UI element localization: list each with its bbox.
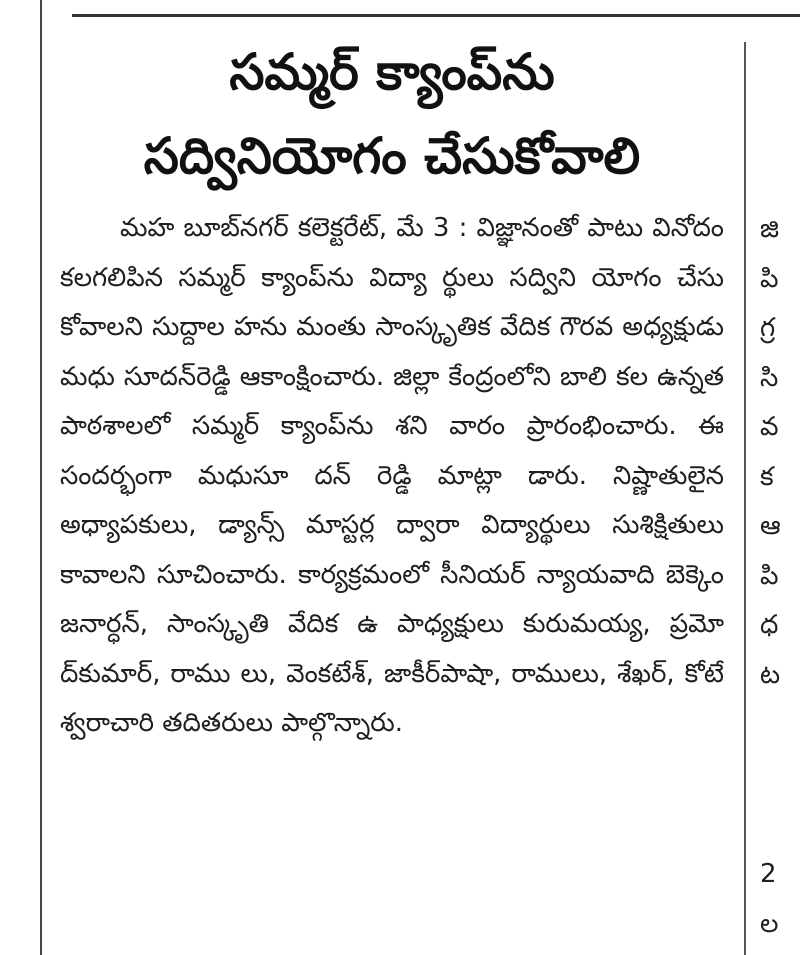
fragment-text: ల [760,908,779,939]
news-article [60,30,724,749]
headline-line-2: సద్వినియోగం చేసుకోవాలి [143,127,641,185]
article-body: మహ బూబ్‌నగర్ కలెక్టరేట్, మే 3 : విజ్ఞానంతో పాటు వినోదం కలగలిపిన సమ్మర్ క్యాంప్‌ను విద్యా ర్థులు సద్విని యోగం చేసు కోవాలని సుద్దాల హను మంతు సాంస్కృతిక వేదిక గౌరవ అధ్యక్షుడు మధు సూదన్‌రెడ్డి ఆకాంక్షించారు. జిల్లా కేంద్రంలోని బాలి కల ఉన్నత పాఠశాలలో సమ్మర్ క్యాంప్‌ను శని వారం ప్రారంభించారు. ఈ సందర్భంగా మధుసూ దన్ రెడ్డి మాట్లా డారు. నిష్ణాతులైన అధ్యాపకులు, డ్యాన్స్ మాస్టర్ల ద్వారా విద్యార్థులు సుశిక్షితులు కావాలని సూచించారు. కార్యక్రమంలో సీనియర్ న్యాయవాది బెక్కెం జనార్ధన్, సాంస్కృతి వేదిక ఉ పాధ్యక్షులు కురుమయ్య, ప్రమో ద్‌కుమార్, రాము లు, వెంకటేశ్, జాకీర్‌పాషా, రాములు, శేఖర్, కోటే శ్వరాచారి తదితరులు పాల్గొన్నారు. [60,213,724,738]
fragment-gap [760,700,800,850]
article-headline [60,30,724,198]
fragment-text: ఆ [760,511,781,541]
headline-line-1: సమ్మర్ క్యాంప్‌ను [229,43,555,101]
adjacent-column-fragment [760,205,800,949]
fragment-text: పి [760,263,779,294]
top-divider-rule [72,14,800,17]
fragment-text: పి [760,560,779,591]
fragment-text: క [760,461,774,492]
fragment-text: వ [760,412,779,442]
fragment-text: సి [760,362,779,393]
fragment-text: 2 [760,859,777,889]
fragment-text: గ్ర [760,313,776,343]
fragment-text: ట [760,659,781,690]
fragment-text: ధ [760,610,779,640]
column-divider-rule [744,42,746,955]
fragment-text: జి [760,214,780,244]
left-column-rule [40,0,42,955]
